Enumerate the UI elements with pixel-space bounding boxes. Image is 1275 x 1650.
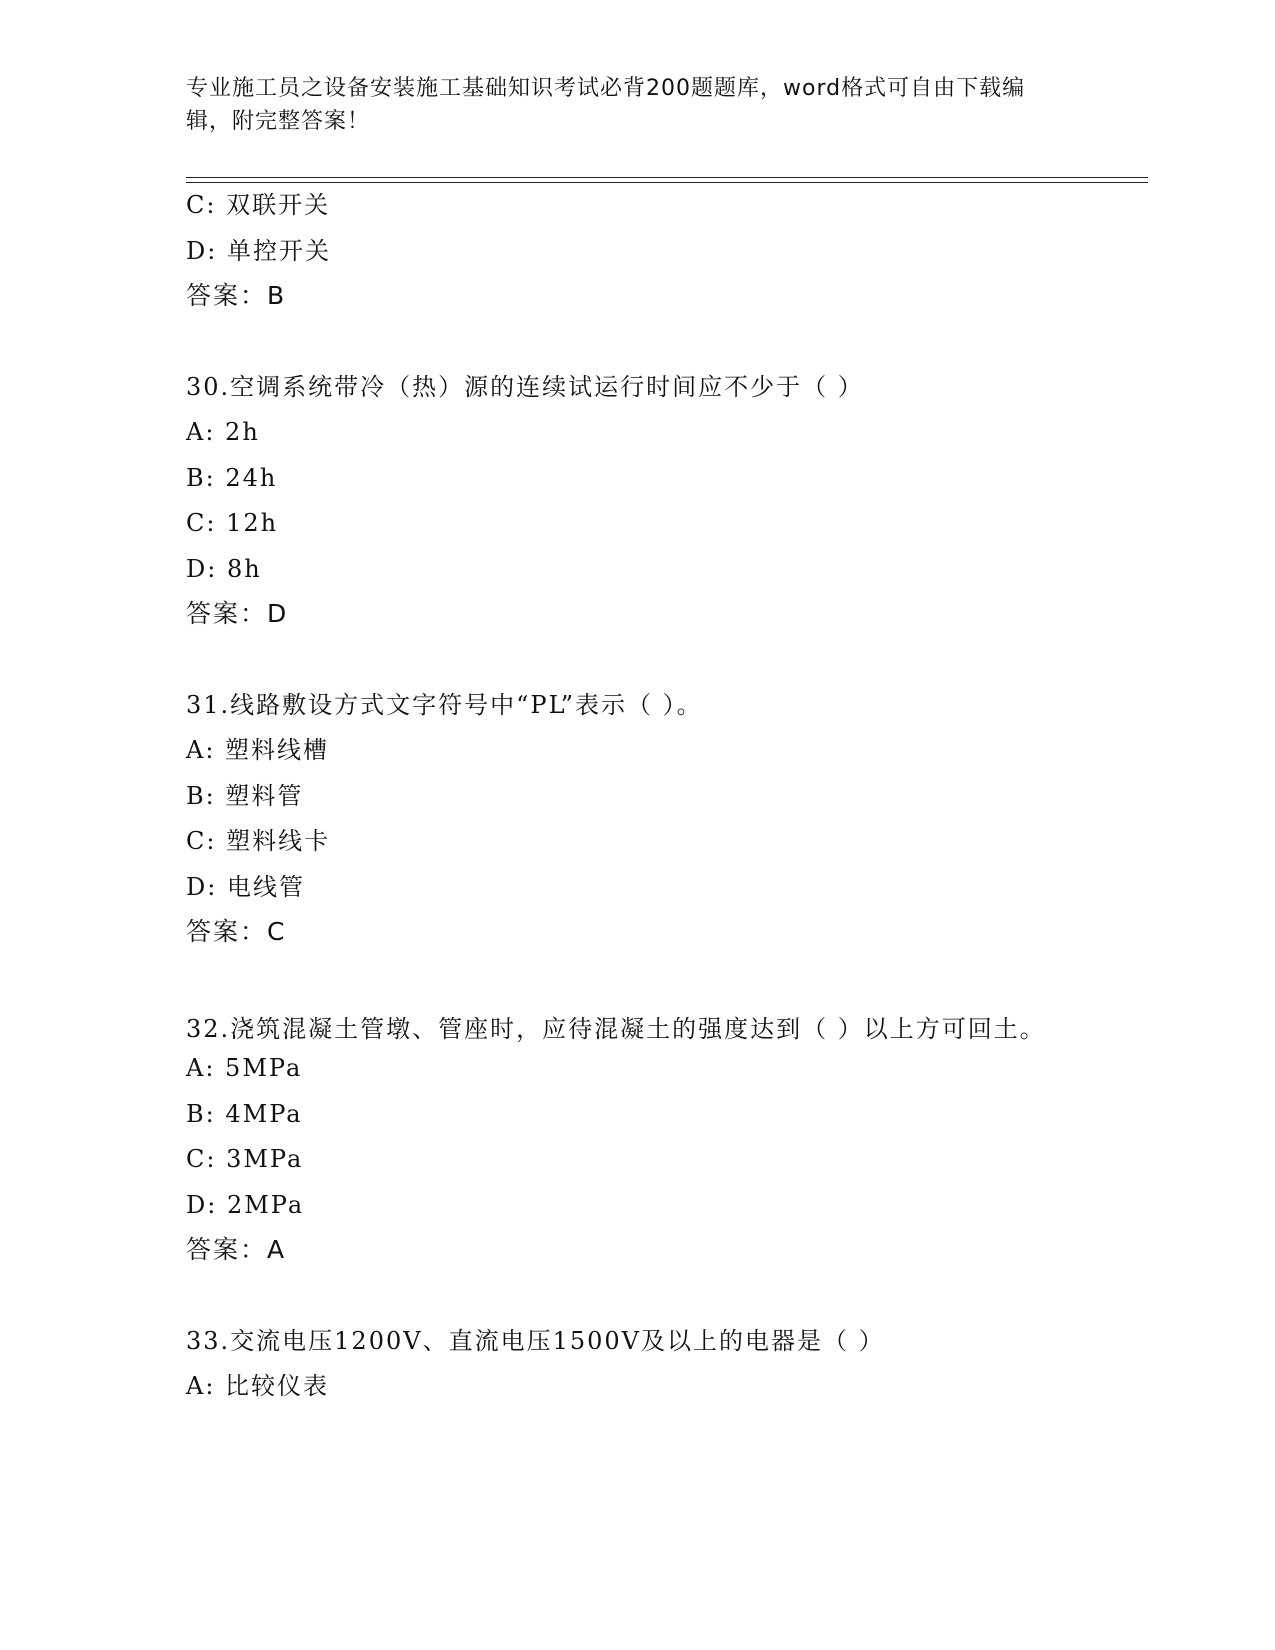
header-rule-top	[186, 177, 1148, 178]
option-d: D: 单控开关	[186, 236, 331, 265]
question-stem: 32.浇筑混凝土管墩、管座时，应待混凝土的强度达到（ ）以上方可回土。	[186, 1014, 1046, 1043]
option-c: C: 12h	[186, 509, 279, 537]
option-b: B: 塑料管	[186, 781, 304, 810]
question-list	[186, 189, 1086, 1416]
answer-line: 答案：D	[186, 599, 289, 628]
question-stem: 33.交流电压1200V、直流电压1500V及以上的电器是（ ）	[186, 1326, 885, 1355]
question-block	[186, 189, 1086, 326]
option-a: A: 塑料线槽	[186, 736, 330, 764]
header-rule-bottom	[186, 182, 1148, 183]
option-c: C: 塑料线卡	[186, 827, 331, 855]
spacer	[186, 962, 1086, 1007]
document-header	[186, 72, 1066, 138]
question-block	[186, 1007, 1086, 1280]
question-stem: 31.线路敷设方式文字符号中“PL”表示（ ）。	[186, 690, 703, 719]
option-d: D: 2MPa	[186, 1190, 305, 1219]
option-b: B: 4MPa	[186, 1099, 303, 1128]
spacer	[186, 326, 1086, 371]
option-c: C: 双联开关	[186, 191, 331, 219]
option-b: B: 24h	[186, 463, 278, 492]
spacer	[186, 1280, 1086, 1325]
option-a: A: 2h	[186, 418, 260, 446]
option-a: A: 比较仪表	[186, 1372, 330, 1400]
answer-line: 答案：B	[186, 281, 287, 310]
question-block	[186, 1325, 1086, 1416]
option-d: D: 8h	[186, 554, 262, 583]
option-d: D: 电线管	[186, 872, 305, 901]
question-stem: 30.空调系统带冷（热）源的连续试运行时间应不少于（ ）	[186, 372, 864, 401]
answer-line: 答案：A	[186, 1235, 287, 1264]
document-title: 专业施工员之设备安装施工基础知识考试必背200题题库，word格式可自由下载编辑，附完整答案！	[186, 76, 1026, 134]
answer-line: 答案：C	[186, 917, 287, 946]
option-c: C: 3MPa	[186, 1145, 304, 1173]
option-a: A: 5MPa	[186, 1054, 303, 1082]
question-block	[186, 689, 1086, 962]
question-block	[186, 371, 1086, 644]
spacer	[186, 644, 1086, 689]
